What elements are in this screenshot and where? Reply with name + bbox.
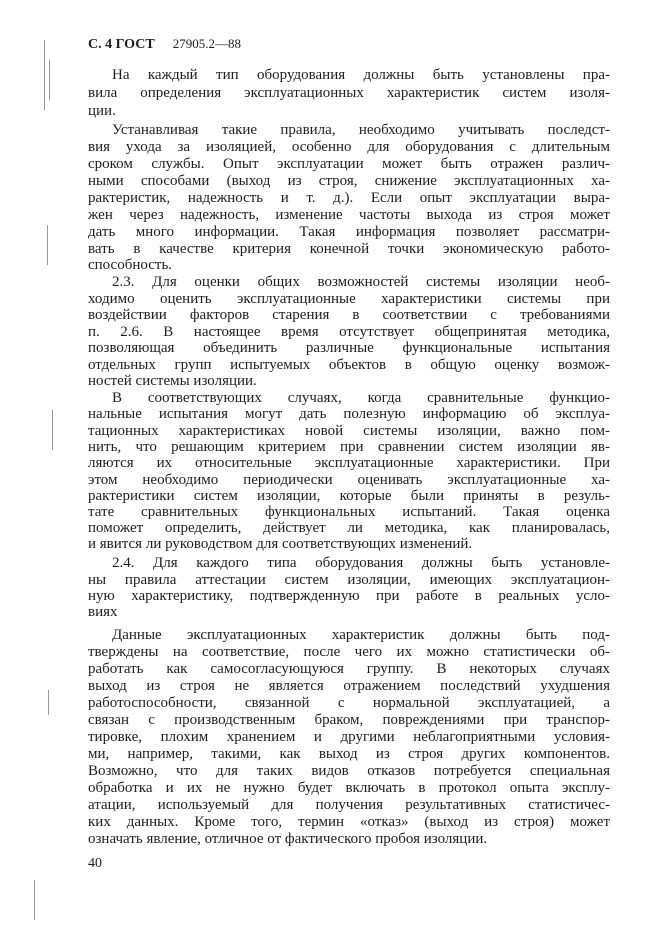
text-line: На каждый тип оборудования должны быть установлены пра- bbox=[112, 67, 610, 83]
text-line: ны правила аттестации систем изоляции, имеющих эксплуатацион- bbox=[88, 572, 610, 588]
scan-artifact bbox=[49, 60, 50, 100]
text-line: означать явление, отличное от фактического пробоя изоляции. bbox=[88, 831, 488, 847]
text-line: ми, например, такими, как выход из строя других компонентов. bbox=[88, 746, 610, 762]
header-label: С. 4 ГОСТ bbox=[88, 37, 155, 52]
page-number: 40 bbox=[88, 856, 102, 871]
text-line: ными способами (выход из строя, снижение эксплуатационных ха- bbox=[88, 173, 610, 189]
text-line: виях bbox=[88, 604, 118, 620]
scan-artifact bbox=[47, 225, 48, 265]
text-line: выход из строя не является отражением последствий ухудшения bbox=[88, 678, 610, 694]
text-line: ции. bbox=[88, 103, 116, 119]
text-line: работоспособности, связанной с нормальной эксплуатацией, а bbox=[88, 695, 610, 711]
text-line: обработка и их не нужно будет включать в протокол опыта эксплу- bbox=[88, 780, 610, 796]
text-line: Устанавливая такие правила, необходимо учитывать последст- bbox=[112, 122, 610, 138]
text-line: ходимо оценить эксплуатационные характеристики системы при bbox=[88, 291, 610, 307]
text-line: вать в качестве критерия конечной точки экономическую работо- bbox=[88, 241, 610, 257]
text-line: жен через надежность, изменение частоты выхода из строя может bbox=[88, 207, 610, 223]
text-line: рактеристик, надежность и т. д.). Если опыт эксплуатации выра- bbox=[88, 190, 610, 206]
text-line: дать много информации. Такая информация позволяет рассматри- bbox=[88, 224, 610, 240]
text-line: рактеристики систем изоляции, которые были приняты в резуль- bbox=[88, 488, 610, 504]
scan-artifact bbox=[52, 410, 53, 450]
text-line: 2.4. Для каждого типа оборудования должны быть установле- bbox=[112, 555, 610, 571]
scan-artifact bbox=[44, 40, 45, 110]
standard-number: 27905.2—88 bbox=[172, 36, 241, 51]
text-line: 2.3. Для оценки общих возможностей системы изоляции необ- bbox=[112, 274, 610, 290]
text-line: вия ухода за изоляцией, особенно для оборудования с длительным bbox=[88, 139, 610, 155]
text-line: отдельных групп испытуемых объектов в общую оценку возмож- bbox=[88, 357, 610, 373]
text-line: Данные эксплуатационных характеристик должны быть под- bbox=[112, 627, 610, 643]
text-line: нальные испытания могут дать полезную информацию об эксплуа- bbox=[88, 406, 610, 422]
scan-artifact bbox=[48, 690, 49, 715]
scan-artifact bbox=[34, 880, 35, 920]
text-line: воздействии факторов старения в соответствии с требованиями bbox=[88, 307, 610, 323]
text-line: работать как самосогласующуюся группу. В некоторых случаях bbox=[88, 661, 610, 677]
text-line: ких данных. Кроме того, термин «отказ» (выход из строя) может bbox=[88, 814, 610, 830]
text-line: позволяющая объединить различные функциональные испытания bbox=[88, 340, 610, 356]
text-line: тационных характеристиках новой системы изоляции, важно пом- bbox=[88, 423, 610, 439]
text-line: тировке, плохим хранением и другими неблагоприятными условия- bbox=[88, 729, 610, 745]
text-line: ляются их относительные эксплуатационные характеристики. При bbox=[88, 455, 610, 471]
text-line: тверждены на соответствие, после чего их можно статистически об- bbox=[88, 644, 610, 660]
running-header bbox=[88, 36, 241, 53]
text-line: тате сравнительных функциональных испытаний. Такая оценка bbox=[88, 504, 610, 520]
text-line: п. 2.6. В настоящее время отсутствует общепринятая методика, bbox=[88, 324, 610, 340]
text-line: нить, что решающим критерием при сравнении систем изоляции яв- bbox=[88, 439, 610, 455]
text-line: способность. bbox=[88, 257, 173, 273]
text-line: ностей системы изоляции. bbox=[88, 373, 257, 389]
text-line: атации, используемый для получения результативных статистичес- bbox=[88, 797, 610, 813]
text-line: и явится ли руководством для соответствующих изменений. bbox=[88, 536, 473, 552]
text-line: этом необходимо периодически оценивать эксплуатационные ха- bbox=[88, 472, 610, 488]
text-line: поможет определить, действует ли методика, как планировалась, bbox=[88, 520, 610, 536]
text-line: В соответствующих случаях, когда сравнительные функцио- bbox=[112, 390, 610, 406]
text-line: вила определения эксплуатационных характеристик систем изоля- bbox=[88, 85, 610, 101]
text-line: ную характеристику, подтвержденную при работе в реальных усло- bbox=[88, 588, 610, 604]
text-line: сроком службы. Опыт эксплуатации может быть отражен различ- bbox=[88, 156, 610, 172]
text-line: Возможно, что для таких видов отказов потребуется специальная bbox=[88, 763, 610, 779]
text-line: связан с производственным браком, повреждениями при транспор- bbox=[88, 712, 610, 728]
